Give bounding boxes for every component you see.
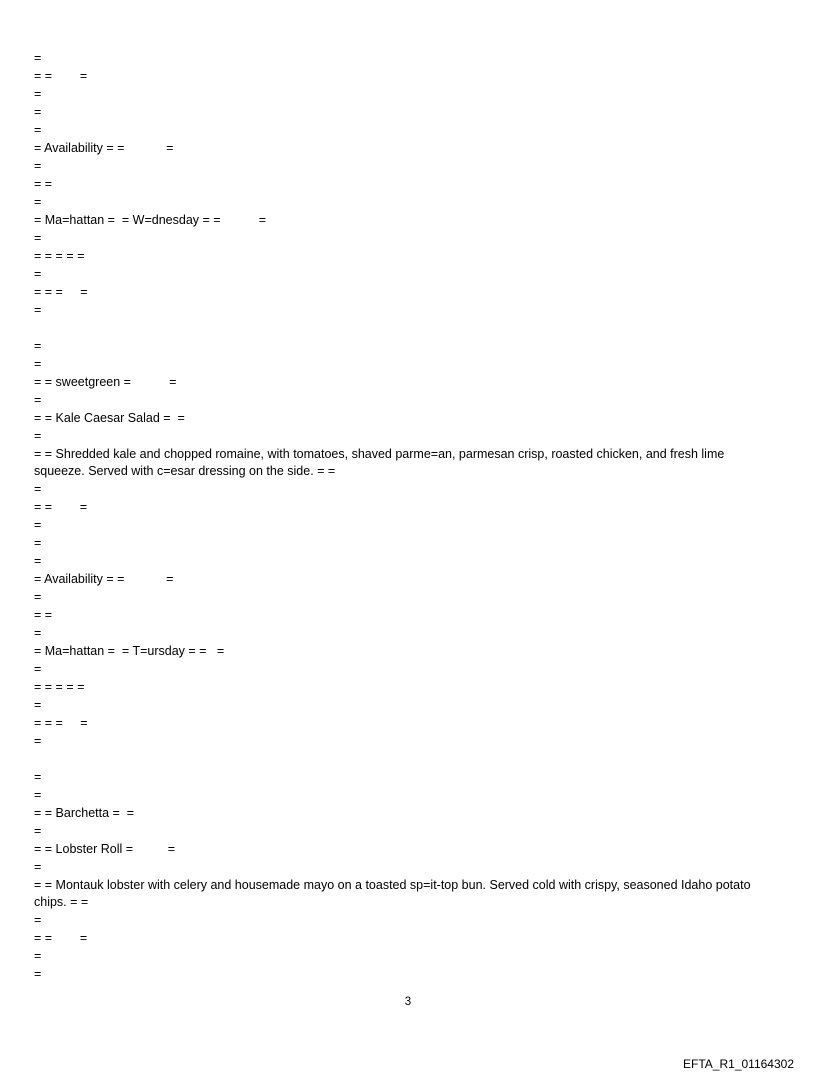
text-line-12: = = = = = [34,249,85,263]
text-line-25: = = = [34,500,88,514]
text-line-5: = [34,123,42,137]
text-line-37: = = = = [34,716,88,730]
text-line-30: = [34,590,42,604]
vendor-name: = = Barchetta = = [34,806,135,820]
text-line-47: = [34,913,42,927]
text-line-34: = [34,662,42,676]
text-line-36: = [34,698,42,712]
availability-heading: = Availability = = = [34,141,174,155]
item-description: = = Montauk lobster with celery and housemade mayo on a toasted sp=it-top bun. Served cold with crispy, seasoned Idaho potato chips. = = [34,878,751,909]
text-line-20: = [34,393,42,407]
text-line-45: = [34,860,42,874]
text-line-15: = [34,303,42,317]
text-line-4: = [34,105,42,119]
text-line-22: = [34,429,42,443]
text-line-14: = = = = [34,285,88,299]
text-line-35: = = = = = [34,680,85,694]
text-line-2: = = = [34,69,88,83]
availability-location-day: = Ma=hattan = = T=ursday = = = [34,644,225,658]
text-line-49: = [34,949,42,963]
text-line-27: = [34,536,42,550]
page-number: 3 [404,996,412,1008]
text-line-31: = = [34,608,53,622]
text-line-41: = [34,788,42,802]
text-line-1: = [34,51,42,65]
text-line-38: = [34,734,42,748]
text-line-40: = [34,770,42,784]
text-line-26: = [34,518,42,532]
text-line-17: = [34,339,42,353]
text-line-28: = [34,554,42,568]
text-line-11: = [34,231,42,245]
item-name: = = Kale Caesar Salad = = [34,411,185,425]
text-line-43: = [34,824,42,838]
availability-heading: = Availability = = = [34,572,174,586]
text-line-50: = [34,967,42,981]
vendor-name: = = sweetgreen = = [34,375,177,389]
text-line-24: = [34,482,42,496]
text-line-3: = [34,87,42,101]
text-line-32: = [34,626,42,640]
text-line-18: = [34,357,42,371]
item-name: = = Lobster Roll = = [34,842,176,856]
text-line-7: = [34,159,42,173]
text-line-48: = = = [34,931,88,945]
availability-location-day: = Ma=hattan = = W=dnesday = = = [34,213,267,227]
text-line-9: = [34,195,42,209]
text-line-8: = = [34,177,53,191]
text-line-13: = [34,267,42,281]
bates-number: EFTA_R1_01164302 [683,1057,794,1071]
item-description: = = Shredded kale and chopped romaine, with tomatoes, shaved parme=an, parmesan crisp, roasted chicken, and fresh lime squeeze. Served with c=esar dressing on the side. = = [34,447,725,478]
